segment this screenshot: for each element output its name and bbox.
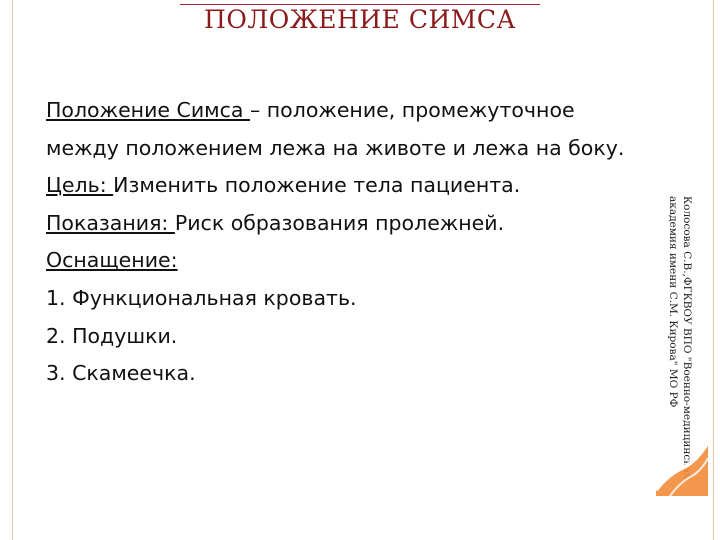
corner-decoration: [652, 438, 712, 498]
equipment-item-2: 2. Подушки.: [46, 323, 178, 348]
indications-label: Показания:: [46, 210, 175, 235]
indications-line: [46, 205, 626, 243]
side-caption-line-2: академия имени С.М. Кирова" МО РФ: [667, 196, 679, 408]
side-caption-line-1: Колосова С.В.,ФГКВОУ ВПО "Военно-медицинская: [681, 196, 693, 480]
slide-title: ПОЛОЖЕНИЕ СИМСА: [204, 5, 516, 34]
definition-text: – положение, промежуточное между положением лежа на животе и лежа на боку.: [46, 98, 625, 160]
equipment-item-1: 1. Функциональная кровать.: [46, 285, 357, 310]
goal-line: [46, 167, 626, 205]
equipment-label: Оснащение:: [46, 248, 178, 273]
goal-label: Цель:: [46, 173, 114, 198]
goal-text: Изменить положение тела пациента.: [113, 173, 521, 198]
definition-term: Положение Симса: [46, 98, 250, 122]
slide-body: [46, 92, 626, 393]
definition-paragraph: [46, 92, 626, 167]
indications-text: Риск образования пролежней.: [174, 210, 505, 235]
equipment-item-3: 3. Скамеечка.: [46, 361, 196, 386]
